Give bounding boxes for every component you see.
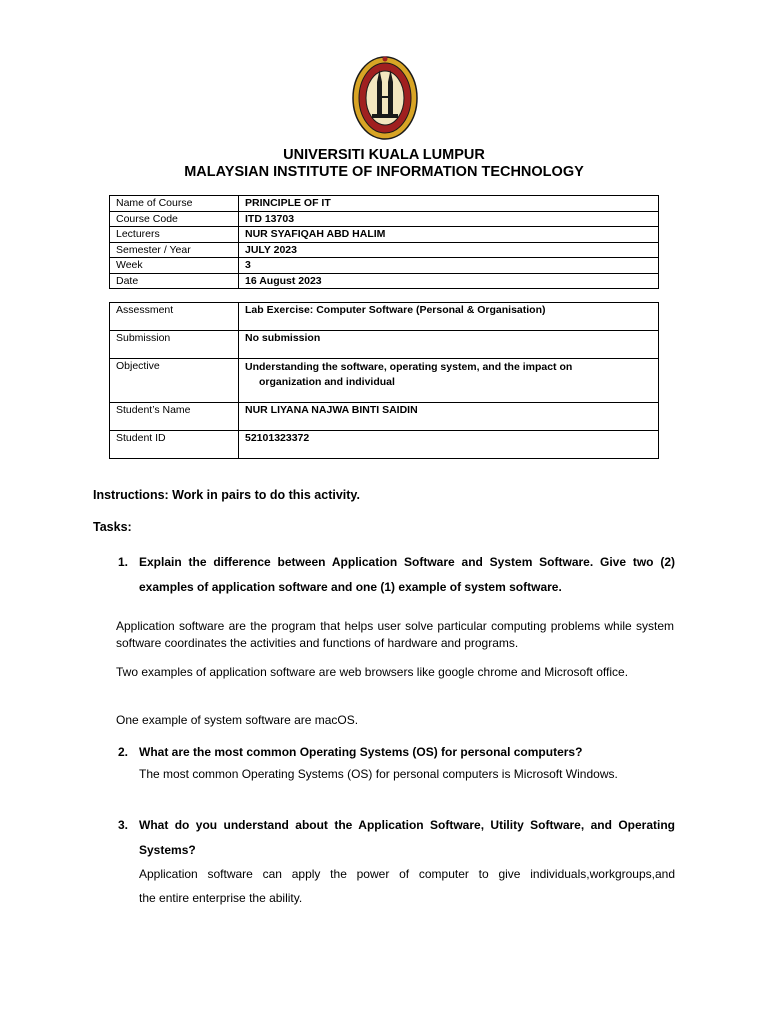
row-value: 52101323372 xyxy=(239,431,659,459)
task-question: What do you understand about the Application Software, Utility Software, and Operating xyxy=(139,818,675,832)
table-row xyxy=(110,431,659,459)
task-answer: The most common Operating Systems (OS) for personal computers is Microsoft Windows. xyxy=(139,767,618,781)
table-row xyxy=(110,403,659,431)
row-value: Lab Exercise: Computer Software (Personal & Organisation) xyxy=(239,303,659,331)
row-label: Date xyxy=(110,273,239,289)
table-row xyxy=(110,196,659,212)
table-row xyxy=(110,242,659,258)
task-number: 2. xyxy=(118,745,129,759)
row-label: Course Code xyxy=(110,211,239,227)
institute-name: MALAYSIAN INSTITUTE OF INFORMATION TECHNOLOGY xyxy=(184,164,584,180)
row-value: No submission xyxy=(239,331,659,359)
row-value: 3 xyxy=(239,258,659,274)
task-answer: Two examples of application software are web browsers like google chrome and Microsoft office. xyxy=(116,665,629,679)
course-info-table xyxy=(109,195,659,289)
objective-line-2: organization and individual xyxy=(259,376,395,388)
task-number: 1. xyxy=(118,555,129,569)
task-answer: One example of system software are macOS. xyxy=(116,713,359,727)
row-value xyxy=(239,359,659,403)
task-question: Explain the difference between Application Software and System Software. Give two (2) xyxy=(139,555,675,569)
university-name: UNIVERSITI KUALA LUMPUR xyxy=(283,147,485,163)
objective-line-1: Understanding the software, operating system, and the impact on xyxy=(245,361,573,373)
task-answer: the entire enterprise the ability. xyxy=(139,891,303,905)
row-label: Semester / Year xyxy=(110,242,239,258)
row-value: NUR SYAFIQAH ABD HALIM xyxy=(239,227,659,243)
table-row xyxy=(110,258,659,274)
row-label: Objective xyxy=(110,359,239,403)
row-label: Submission xyxy=(110,331,239,359)
row-label: Student’s Name xyxy=(110,403,239,431)
instructions: Instructions: Work in pairs to do this activity. xyxy=(93,488,360,502)
row-label: Student ID xyxy=(110,431,239,459)
task-number: 3. xyxy=(118,818,129,832)
tasks-heading: Tasks: xyxy=(93,520,132,534)
task-answer: Application software are the program that helps user solve particular computing problems while system software coordinates the activities and functions of hardware and programs. xyxy=(116,619,674,650)
table-row xyxy=(110,227,659,243)
task-question-cont: examples of application software and one (1) example of system software. xyxy=(139,580,562,594)
table-row xyxy=(110,331,659,359)
university-logo xyxy=(352,56,418,140)
row-label: Week xyxy=(110,258,239,274)
row-label: Assessment xyxy=(110,303,239,331)
task-answer: Application software can apply the power of computer to give individuals,workgroups,and xyxy=(139,867,675,881)
row-value: 16 August 2023 xyxy=(239,273,659,289)
row-value: PRINCIPLE OF IT xyxy=(239,196,659,212)
row-value: NUR LIYANA NAJWA BINTI SAIDIN xyxy=(239,403,659,431)
table-row xyxy=(110,211,659,227)
row-value: ITD 13703 xyxy=(239,211,659,227)
table-row xyxy=(110,303,659,331)
assessment-table xyxy=(109,302,659,459)
row-label: Lecturers xyxy=(110,227,239,243)
table-row xyxy=(110,273,659,289)
task-question: What are the most common Operating Systems (OS) for personal computers? xyxy=(139,745,583,759)
row-label: Name of Course xyxy=(110,196,239,212)
task-question-cont: Systems? xyxy=(139,843,196,857)
table-row xyxy=(110,359,659,403)
row-value: JULY 2023 xyxy=(239,242,659,258)
